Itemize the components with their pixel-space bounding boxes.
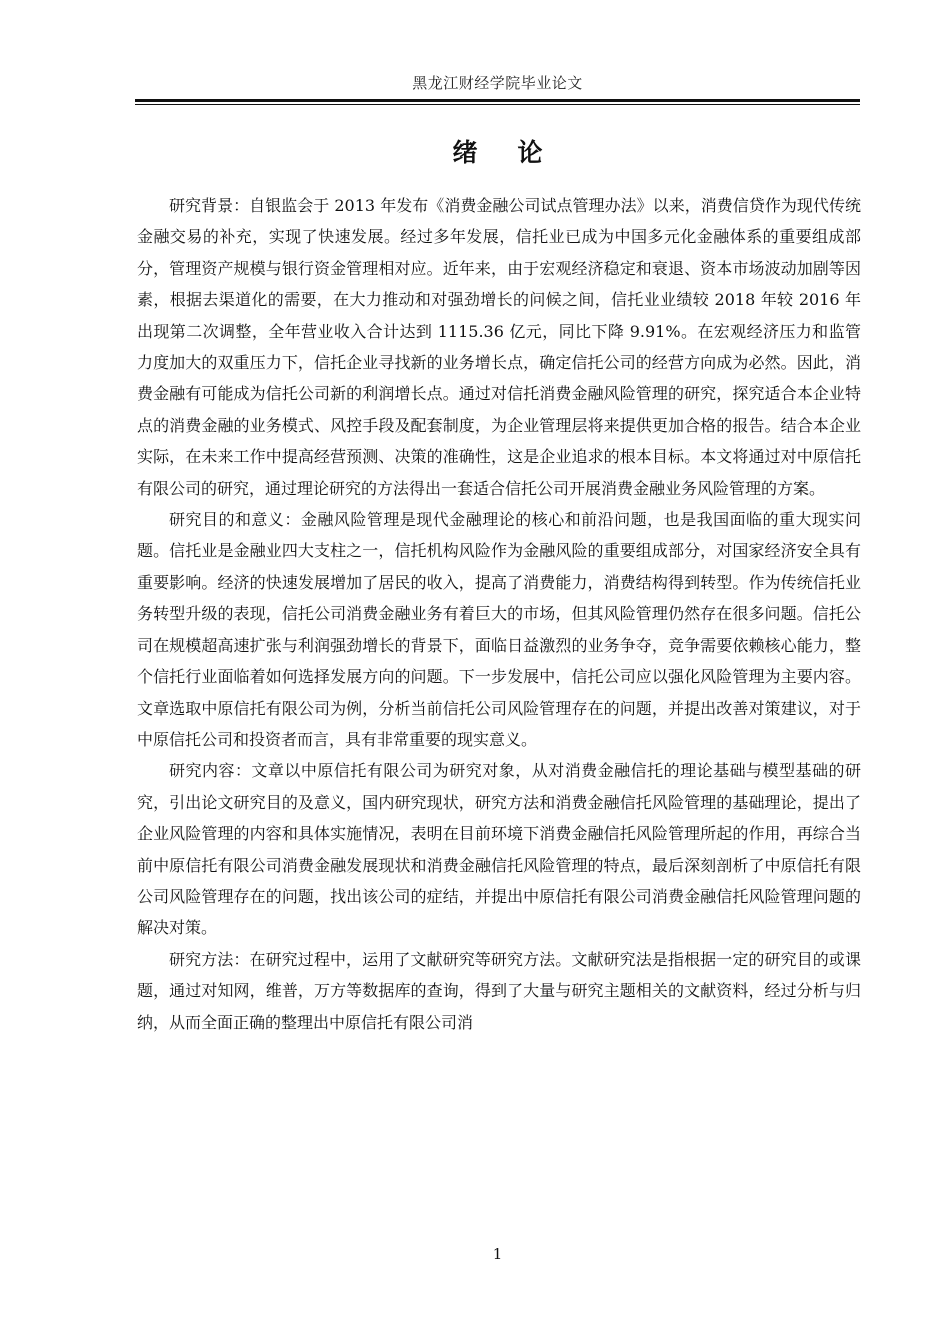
header-rule-thin [135,104,860,105]
paragraph-research-method: 研究方法：在研究过程中，运用了文献研究等研究方法。文献研究法是指根据一定的研究目的或课题，通过对知网，维普，万方等数据库的查询，得到了大量与研究主题相关的文献资料，经过分析与归纳，从而全面正确的整理出中原信托有限公司消 [137,949,861,1032]
paragraph-research-background: 研究背景：自银监会于 2013 年发布《消费金融公司试点管理办法》以来，消费信贷作为现代传统金融交易的补充，实现了快速发展。经过多年发展，信托业已成为中国多元化金融体系的重要组成部分，管理资产规模与银行资金管理相对应。近年来，由于宏观经济稳定和衰退、资本市场波动加剧等因素，根据去渠道化的需要，在大力推动和对强劲增长的问候之间，信托业业绩较 2018 年较 2016 年出现第二次调整，全年营业收入合计达到 1115.36 亿元，同比下降 9.91%。在宏观经济压力和监管力度加大的双重压力下，信托企业寻找新的业务增长点，确定信托公司的经营方向成为必然。因此，消费金融有可能成为信托公司新的利润增长点。通过对信托消费金融风险管理的研究，探究适合本企业特点的消费金融的业务模式、风控手段及配套制度，为企业管理层将来提供更加合格的报告。结合本企业实际，在未来工作中提高经营预测、决策的准确性，这是企业追求的根本目标。本文将通过对中原信托有限公司的研究，通过理论研究的方法得出一套适合信托公司开展消费金融业务风险管理的方案。 [137,196,861,498]
section-title: 绪论 [452,138,583,167]
page-header: 黑龙江财经学院毕业论文 [412,74,583,92]
header-rule-thick [135,99,860,102]
page-number: 1 [492,1245,503,1263]
paragraph-research-purpose: 研究目的和意义：金融风险管理是现代金融理论的核心和前沿问题，也是我国面临的重大现实问题。信托业是金融业四大支柱之一，信托机构风险作为金融风险的重要组成部分，对国家经济安全具有重要影响。经济的快速发展增加了居民的收入，提高了消费能力，消费结构得到转型。作为传统信托业务转型升级的表现，信托公司消费金融业务有着巨大的市场，但其风险管理仍然存在很多问题。信托公司在规模超高速扩张与利润强劲增长的背景下，面临日益激烈的业务争夺，竞争需要依赖核心能力，整个信托行业面临着如何选择发展方向的问题。下一步发展中，信托公司应以强化风险管理为主要内容。文章选取中原信托有限公司为例，分析当前信托公司风险管理存在的问题，并提出改善对策建议，对于中原信托公司和投资者而言，具有非常重要的现实意义。 [137,510,861,749]
paragraph-research-content: 研究内容：文章以中原信托有限公司为研究对象，从对消费金融信托的理论基础与模型基础的研究，引出论文研究目的及意义，国内研究现状，研究方法和消费金融信托风险管理的基础理论，提出了企业风险管理的内容和具体实施情况，表明在目前环境下消费金融信托风险管理所起的作用，再综合当前中原信托有限公司消费金融发展现状和消费金融信托风险管理的特点，最后深刻剖析了中原信托有限公司风险管理存在的问题，找出该公司的症结，并提出中原信托有限公司消费金融信托风险管理问题的解决对策。 [137,761,861,938]
body-text [137,190,861,1038]
